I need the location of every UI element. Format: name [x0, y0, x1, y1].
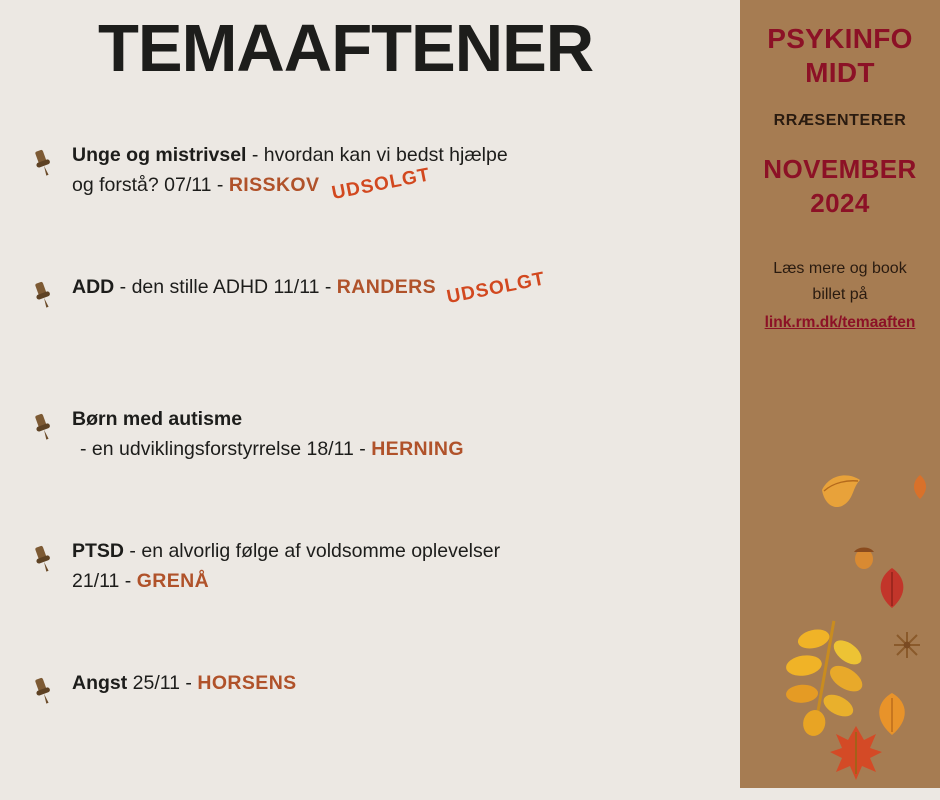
event-city: RANDERS	[336, 276, 437, 298]
acorn-icon	[850, 540, 878, 575]
pushpin-icon	[28, 148, 58, 178]
year-label: 2024	[810, 188, 870, 218]
month-label: NOVEMBER	[763, 154, 917, 184]
event-text	[72, 404, 726, 464]
leaf-icon	[910, 474, 930, 505]
pushpin-icon	[28, 280, 58, 310]
booking-line-2: billet på	[812, 286, 868, 303]
leaf-icon	[872, 566, 912, 615]
poster-sidebar	[740, 0, 940, 788]
event-text	[72, 536, 726, 596]
event-city: HORSENS	[197, 672, 297, 694]
event-title: Angst	[72, 672, 128, 694]
pushpin-icon	[28, 412, 58, 442]
page-title: TEMAAFTENER	[98, 11, 594, 86]
maple-leaf-icon	[826, 722, 886, 787]
leaf-icon	[870, 690, 914, 743]
event-line2: 21/11 -	[72, 570, 137, 592]
star-anise-icon	[892, 630, 922, 665]
event-title: PTSD	[72, 540, 125, 562]
pushpin-icon	[28, 544, 58, 574]
list-item	[26, 668, 726, 754]
event-list	[26, 140, 726, 800]
event-title: ADD	[72, 276, 115, 298]
brand-line-1: PSYKINFO	[767, 23, 913, 54]
event-text	[72, 668, 726, 698]
list-item	[26, 140, 726, 226]
event-city: HERNING	[371, 438, 464, 460]
event-line2: og forstå? 07/11 -	[72, 174, 229, 196]
event-title: Børn med autisme	[72, 408, 243, 430]
event-description: 25/11 -	[127, 672, 198, 694]
event-text	[72, 268, 726, 309]
event-line2: - en udviklingsforstyrrelse 18/11 -	[80, 438, 372, 460]
brand-line-2: MIDT	[805, 57, 875, 88]
list-item	[26, 268, 726, 358]
date-block	[740, 152, 940, 220]
event-city: RISSKOV	[228, 174, 320, 196]
list-item	[26, 404, 726, 490]
event-text	[72, 140, 726, 205]
event-description: - en alvorlig følge af voldsomme oplevelser	[124, 540, 501, 562]
leaf-icon	[764, 612, 884, 747]
status-badge: UDSOLGT	[330, 164, 433, 205]
status-badge: UDSOLGT	[445, 268, 548, 309]
event-description: - hvordan kan vi bedst hjælpe	[246, 144, 508, 166]
event-description: - den stille ADHD 11/11 -	[114, 276, 337, 298]
event-city: GRENÅ	[136, 570, 210, 592]
pushpin-icon	[28, 676, 58, 706]
event-title: Unge og mistrivsel	[72, 144, 247, 166]
leaf-icon	[818, 470, 864, 515]
booking-info	[740, 256, 940, 336]
presents-label: RRÆSENTERER	[773, 112, 907, 129]
booking-line-1: Læs mere og book	[773, 260, 907, 277]
booking-link[interactable]: link.rm.dk/temaaften	[764, 314, 916, 331]
list-item	[26, 536, 726, 622]
brand-title	[740, 22, 940, 90]
